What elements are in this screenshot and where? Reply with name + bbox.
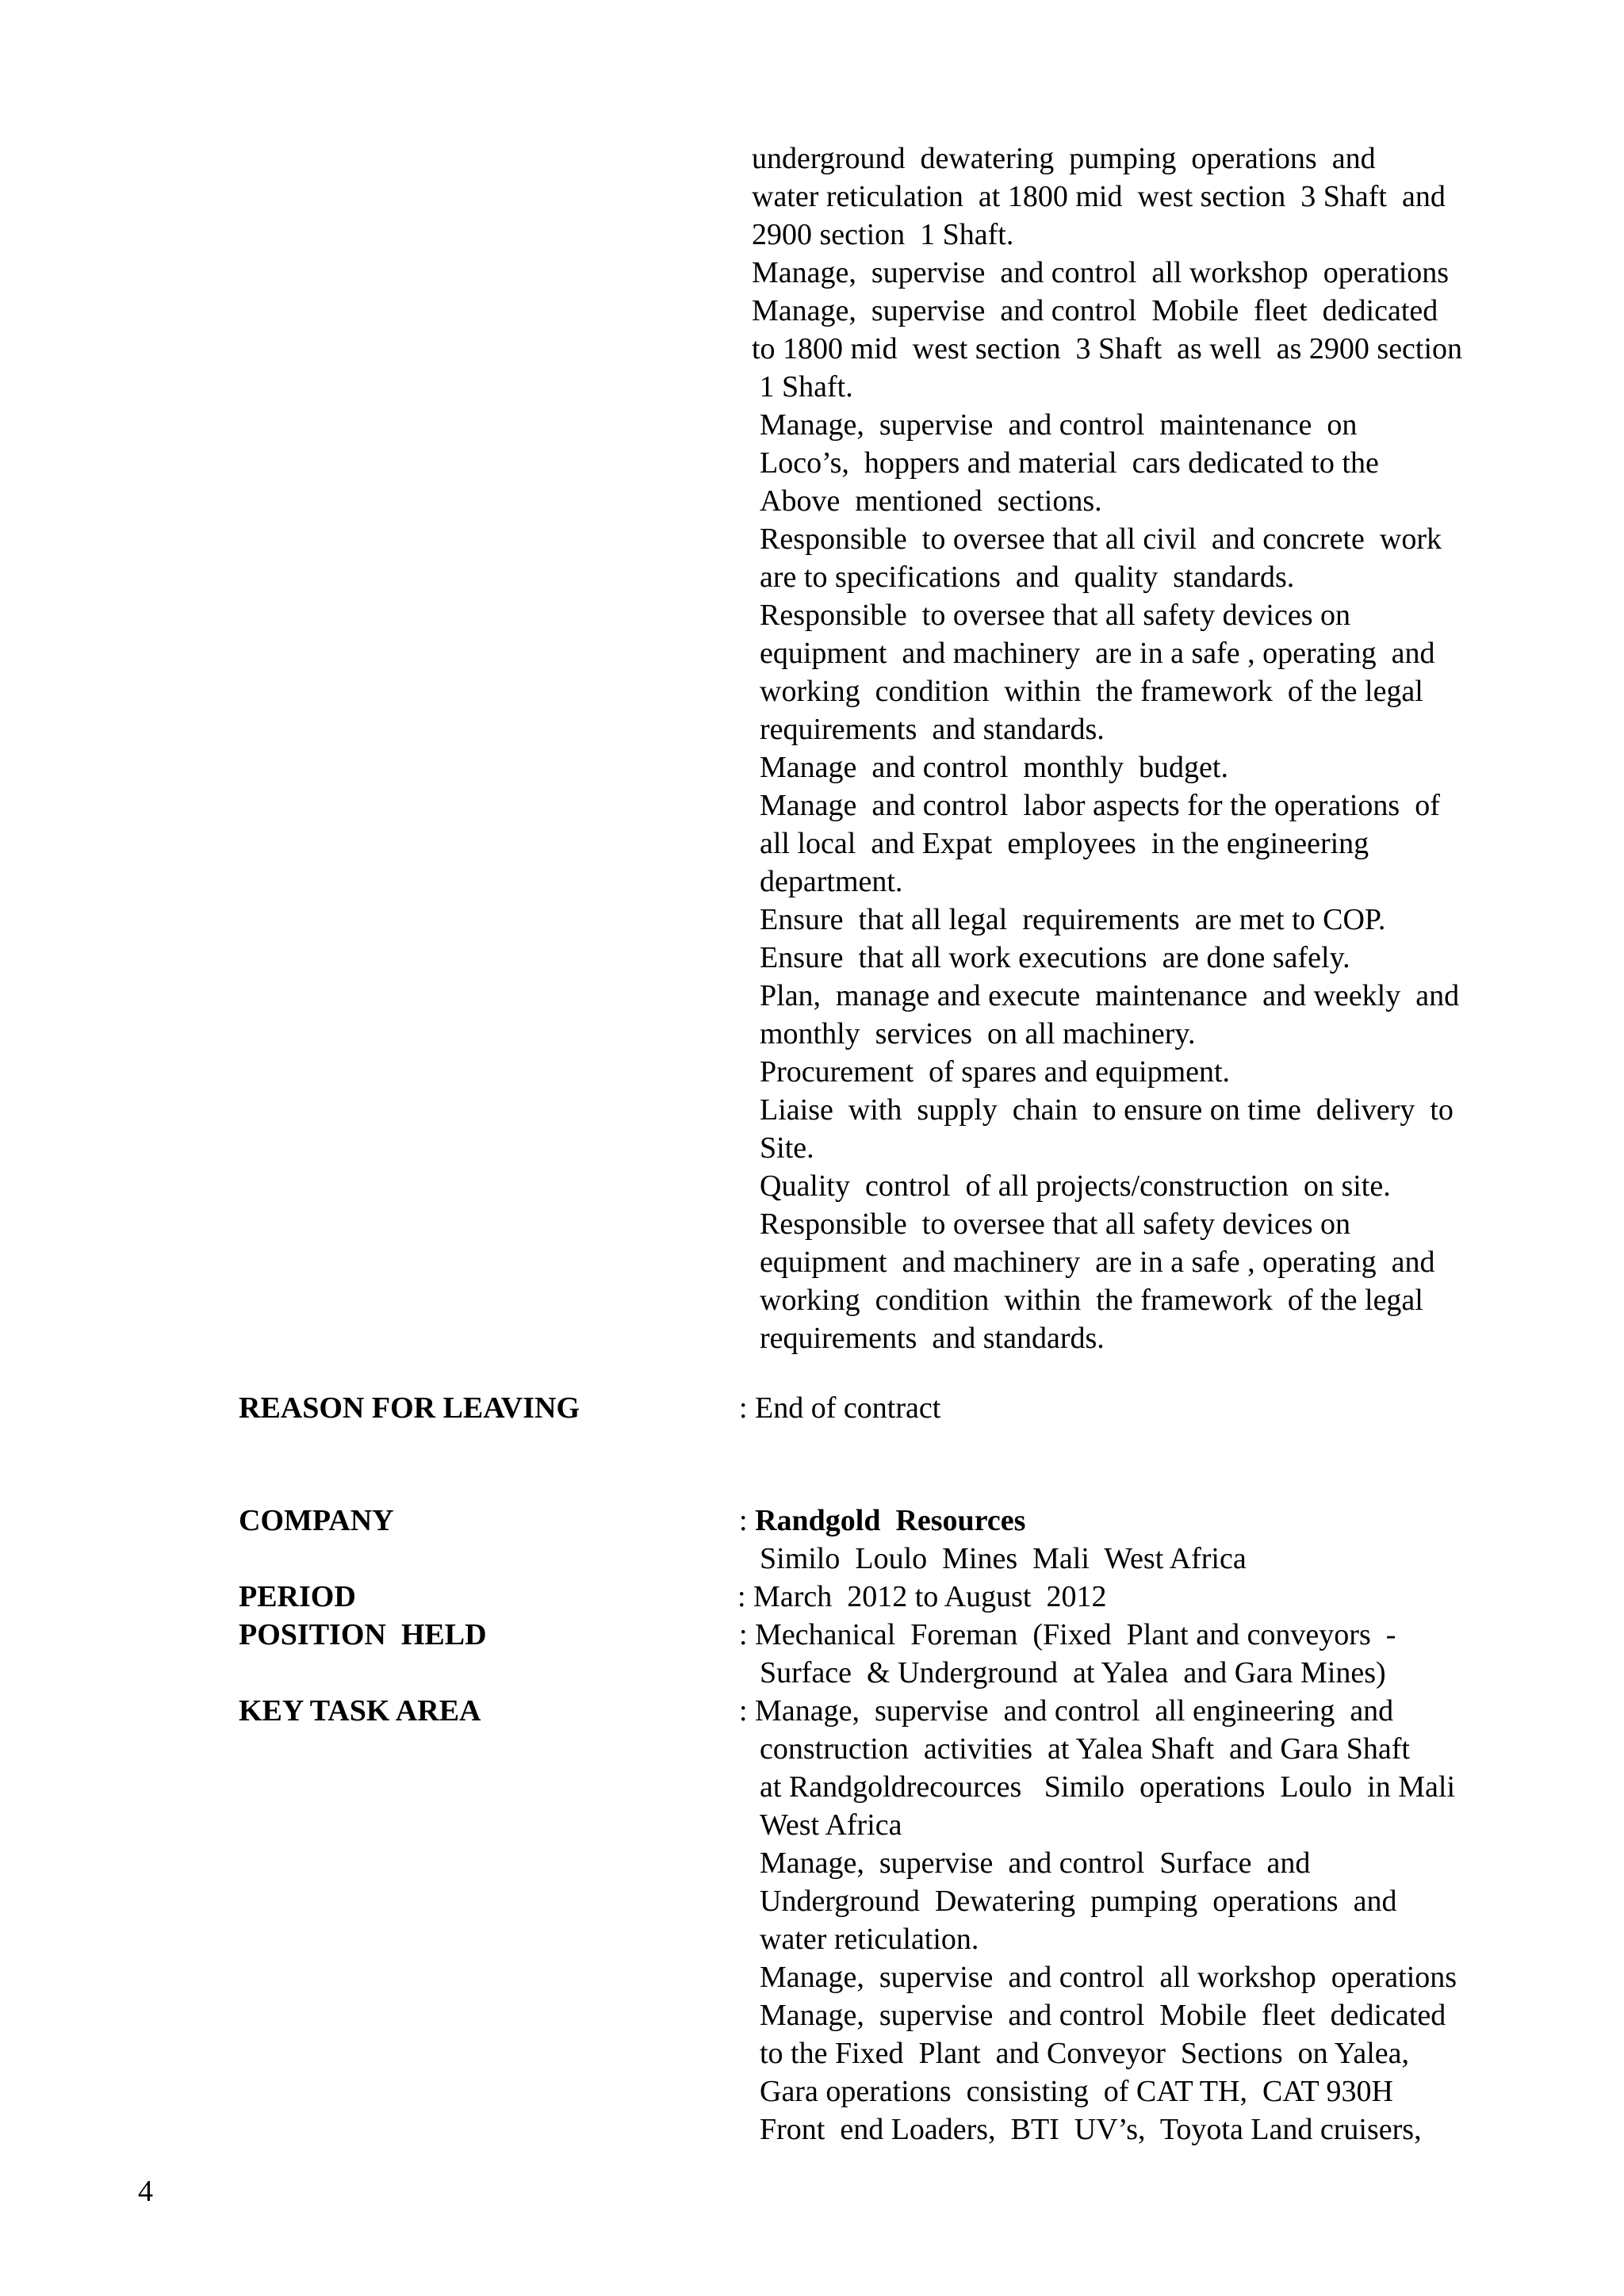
key-task-line: Manage, supervise and control Surface and — [760, 1846, 1311, 1880]
key-task-area-label: KEY TASK AREA — [239, 1694, 481, 1728]
task-line: equipment and machinery are in a safe , operating and — [760, 637, 1435, 670]
key-task-line: Gara operations consisting of CAT TH, CAT 930H — [760, 2075, 1394, 2108]
task-line: 1 Shaft. — [752, 370, 853, 404]
key-task-line: Underground Dewatering pumping operations and — [760, 1885, 1397, 1918]
task-line: Procurement of spares and equipment. — [760, 1055, 1231, 1089]
period-label: PERIOD — [239, 1580, 356, 1613]
task-line: Manage and control labor aspects for the operations of — [760, 789, 1440, 822]
task-line: water reticulation at 1800 mid west section 3 Shaft and — [752, 180, 1446, 213]
task-line: Plan, manage and execute maintenance and weekly and — [760, 979, 1460, 1012]
task-line: Ensure that all work executions are done safely. — [760, 941, 1350, 974]
position-held-value: : Mechanical Foreman (Fixed Plant and conveyors - — [739, 1618, 1396, 1651]
task-line: monthly services on all machinery. — [760, 1017, 1196, 1050]
task-line: Responsible to oversee that all safety devices on — [760, 599, 1351, 632]
task-line: are to specifications and quality standards. — [760, 561, 1295, 594]
company-colon: : — [739, 1504, 756, 1537]
task-line: requirements and standards. — [760, 713, 1105, 746]
key-task-line: Manage, supervise and control Mobile fleet dedicated — [760, 1999, 1446, 2032]
task-line: Ensure that all legal requirements are met to COP. — [760, 903, 1386, 936]
task-line: Liaise with supply chain to ensure on time delivery to — [760, 1093, 1454, 1127]
company-label: COMPANY — [239, 1504, 394, 1537]
task-line: Manage, supervise and control Mobile fleet dedicated — [752, 294, 1438, 327]
key-task-line: to the Fixed Plant and Conveyor Sections on Yalea, — [760, 2037, 1410, 2070]
key-task-first-line: : Manage, supervise and control all engineering and — [739, 1694, 1394, 1728]
period-value: : March 2012 to August 2012 — [737, 1580, 1107, 1613]
task-line: working condition within the framework of the legal — [760, 1284, 1423, 1317]
reason-for-leaving-label: REASON FOR LEAVING — [239, 1391, 580, 1425]
task-line: department. — [760, 865, 903, 898]
task-line: Site. — [760, 1131, 814, 1165]
task-line: all local and Expat employees in the engineering — [760, 827, 1369, 860]
key-task-line: West Africa — [760, 1808, 902, 1842]
page-number: 4 — [138, 2175, 153, 2208]
task-line: underground dewatering pumping operations and — [752, 142, 1376, 175]
task-line: Responsible to oversee that all safety devices on — [760, 1207, 1351, 1241]
key-task-line: Front end Loaders, BTI UV’s, Toyota Land cruisers, — [760, 2113, 1422, 2146]
task-line: Quality control of all projects/construction on site. — [760, 1169, 1391, 1203]
task-line: to 1800 mid west section 3 Shaft as well as 2900 section — [752, 332, 1463, 365]
task-line: Above mentioned sections. — [760, 484, 1102, 518]
key-task-line: Manage, supervise and control all workshop operations — [760, 1961, 1457, 1994]
task-line: Loco’s, hoppers and material cars dedicated to the — [760, 446, 1379, 480]
task-line: Manage, supervise and control maintenance on — [760, 408, 1358, 442]
position-held-value-continued: Surface & Underground at Yalea and Gara Mines) — [760, 1656, 1386, 1689]
key-task-line: at Randgoldrecources Similo operations Loulo in Mali — [760, 1770, 1456, 1804]
task-line: Manage, supervise and control all workshop operations — [752, 256, 1450, 289]
position-held-label: POSITION HELD — [239, 1618, 487, 1651]
task-line: requirements and standards. — [760, 1322, 1105, 1355]
task-line: Manage and control monthly budget. — [760, 751, 1228, 784]
company-name: Randgold Resources — [755, 1504, 1026, 1537]
key-task-line: construction activities at Yalea Shaft and Gara Shaft — [760, 1732, 1410, 1766]
company-value — [739, 1502, 1025, 1540]
task-line: 2900 section 1 Shaft. — [752, 218, 1014, 251]
key-task-line: water reticulation. — [760, 1923, 979, 1956]
reason-for-leaving-value: : End of contract — [739, 1391, 941, 1425]
task-line: working condition within the framework of the legal — [760, 675, 1423, 708]
task-line: Responsible to oversee that all civil and concrete work — [760, 522, 1442, 556]
task-line: equipment and machinery are in a safe , operating and — [760, 1246, 1435, 1279]
company-location: Similo Loulo Mines Mali West Africa — [760, 1542, 1247, 1575]
